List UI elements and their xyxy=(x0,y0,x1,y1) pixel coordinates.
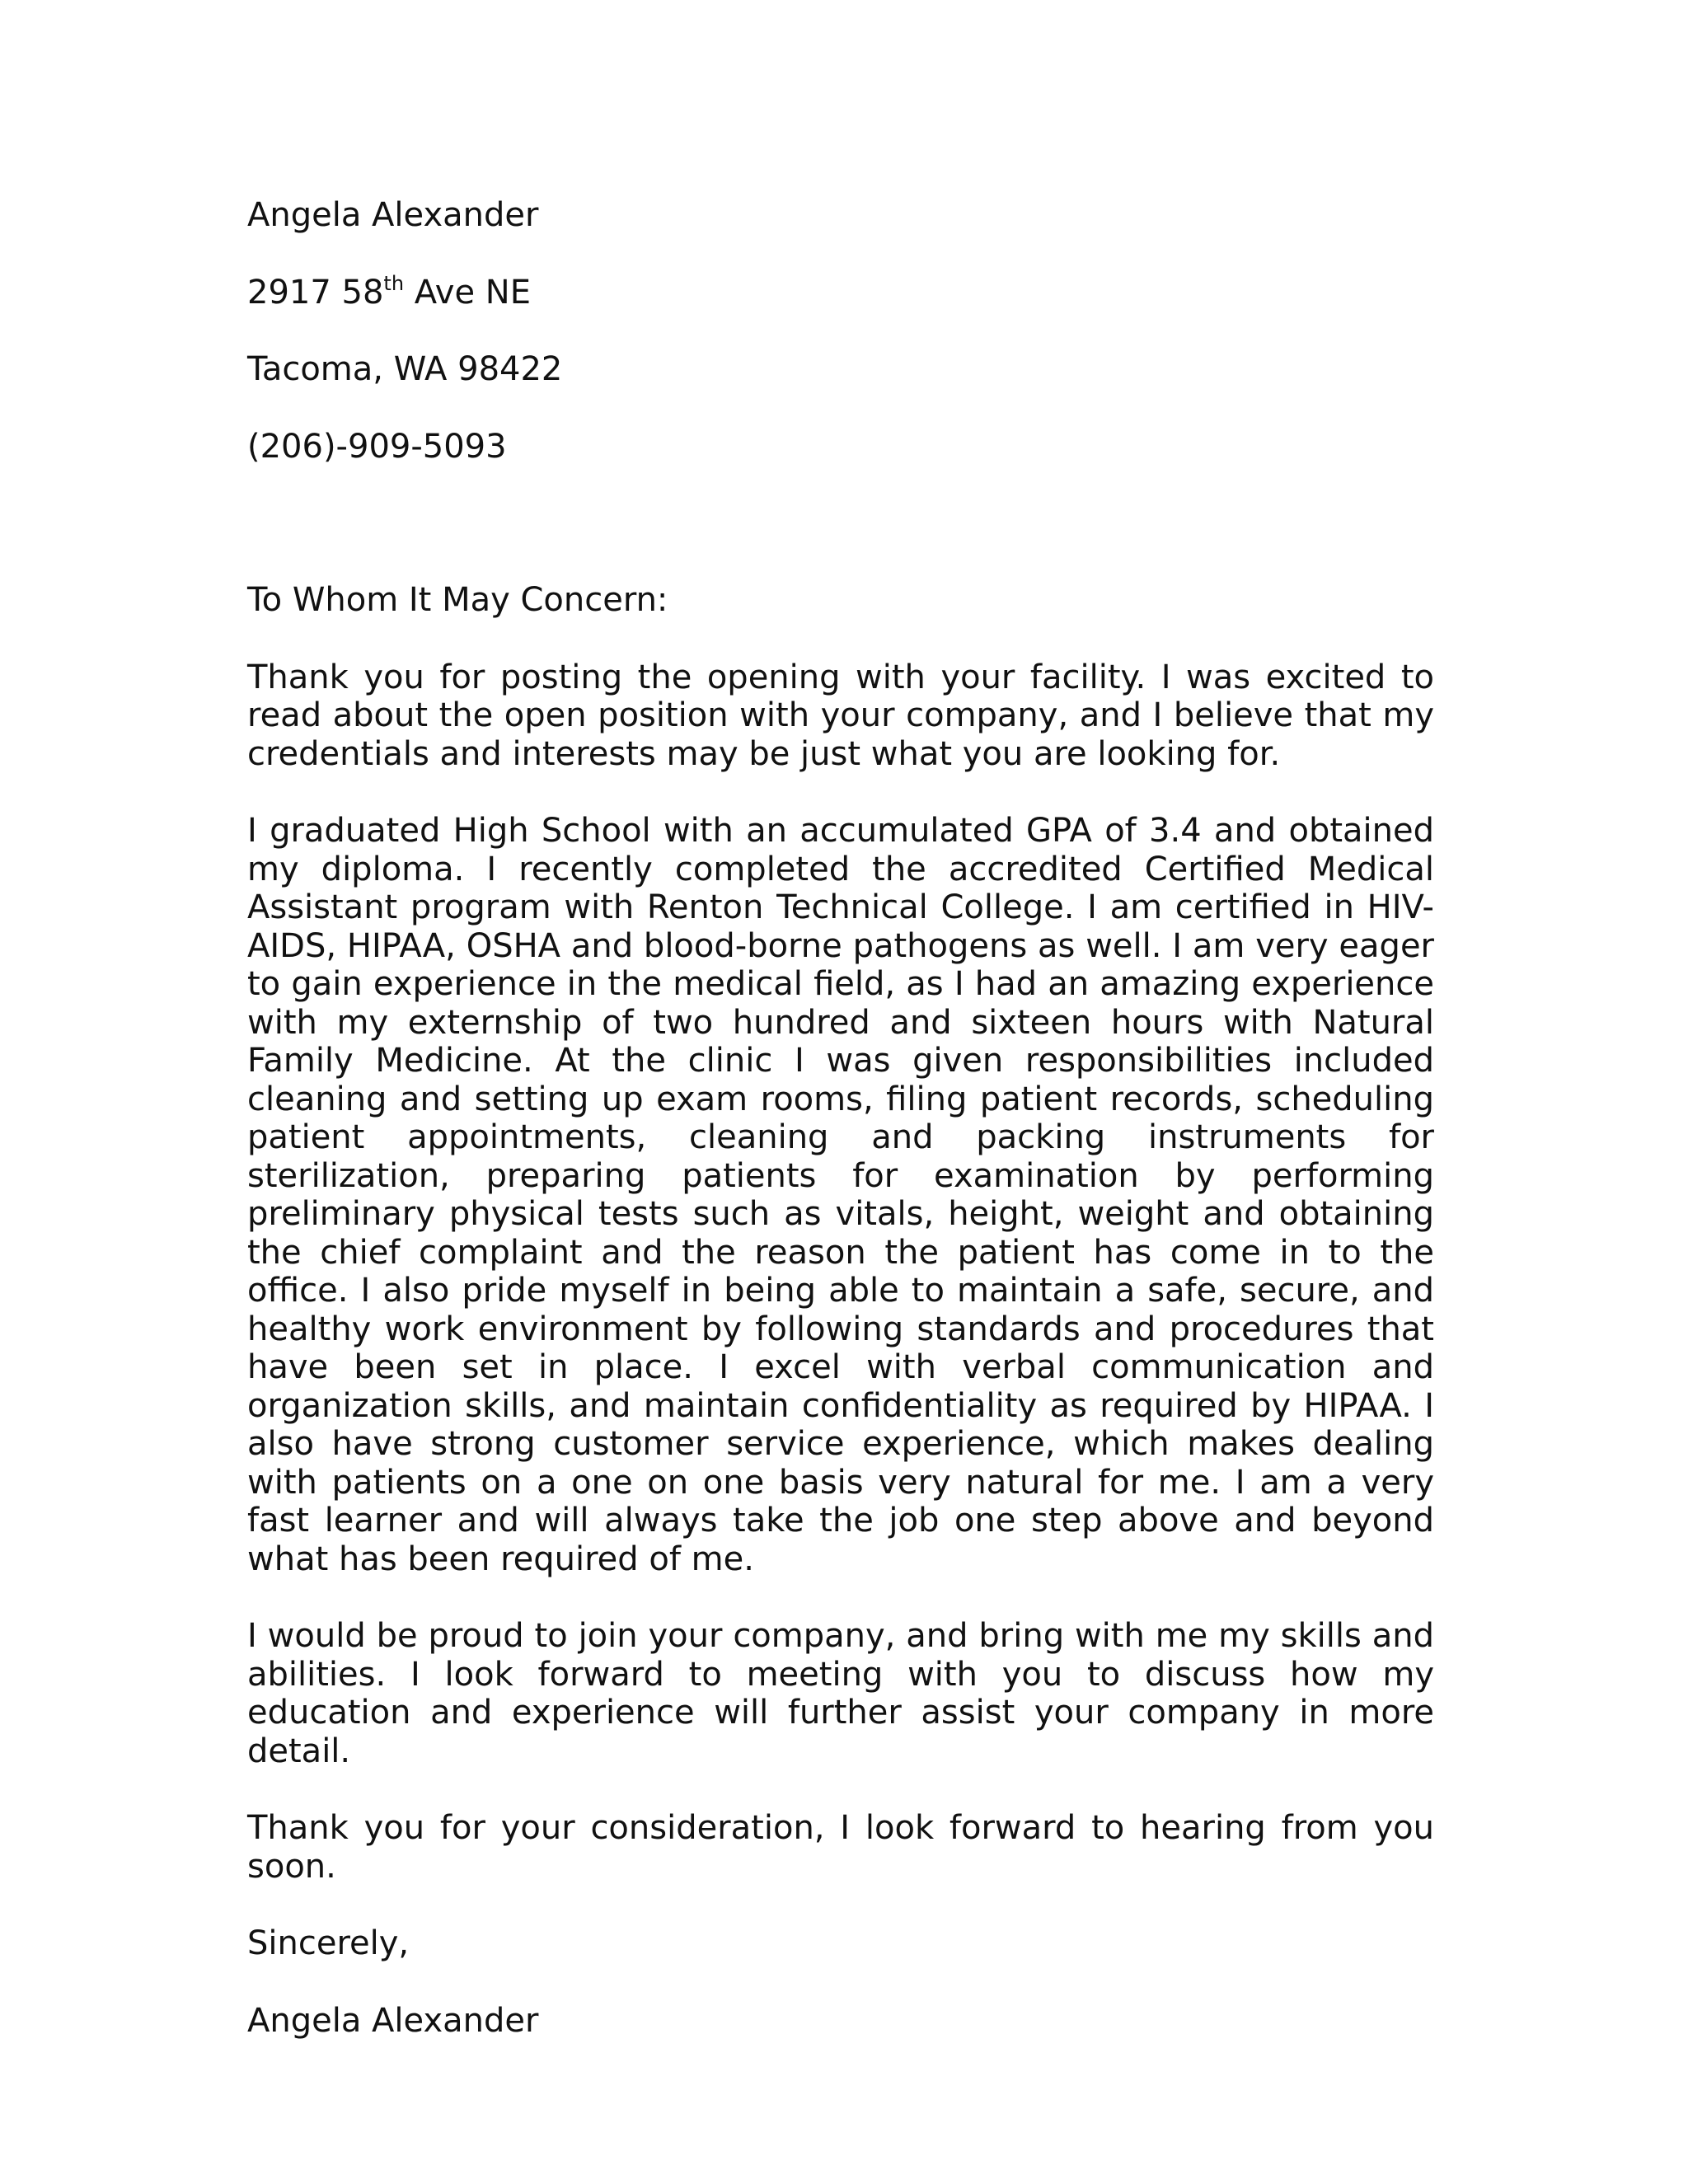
paragraph-qualifications: I graduated High School with an accumulated GPA of 3.4 and obtained my diploma. I recently completed the accredited Certified Medical Assistant program with Renton Technical College. I am certified in HIV-AIDS, HIPAA, OSHA and blood-borne pathogens as well. I am very eager to gain experience in the medical field, as I had an amazing experience with my externship of two hundred and sixteen hours with Natural Family Medicine. At the clinic I was given responsibilities included cleaning and setting up exam rooms, filing patient records, scheduling patient appointments, cleaning and packing instruments for sterilization, preparing patients for examination by performing preliminary physical tests such as vitals, height, weight and obtaining the chief complaint and the reason the patient has come in to the office. I also pride myself in being able to maintain a safe, secure, and healthy work environment by following standards and procedures that have been set in place. I excel with verbal communication and organization skills, and maintain confidentiality as required by HIPAA. I also have strong customer service experience, which makes dealing with patients on a one on one basis very natural for me. I am a very fast learner and will always take the job one step above and beyond what has been required of me. xyxy=(247,812,1434,1578)
paragraph-interest: I would be proud to join your company, and bring with me my skills and abilities. I look forward to meeting with you to discuss how my education and experience will further assist your company in more detail. xyxy=(247,1617,1434,1770)
sender-phone: (206)-909-5093 xyxy=(247,427,507,466)
paragraph-intro: Thank you for posting the opening with your facility. I was excited to read about the open position with your company, and I believe that my credentials and interests may be just what you are looking for. xyxy=(247,658,1434,773)
sender-city-line: Tacoma, WA 98422 xyxy=(247,350,563,388)
signature-name: Angela Alexander xyxy=(247,2001,539,2040)
street-ordinal-suffix: th xyxy=(383,271,405,295)
sender-street xyxy=(247,271,1434,312)
salutation: To Whom It May Concern: xyxy=(247,581,668,619)
cover-letter xyxy=(247,196,1434,2040)
street-number: 2917 58 xyxy=(247,273,384,312)
closing: Sincerely, xyxy=(247,1924,410,1962)
paragraph-thanks: Thank you for your consideration, I look forward to hearing from you soon. xyxy=(247,1809,1434,1886)
street-name: Ave NE xyxy=(404,273,531,312)
sender-name: Angela Alexander xyxy=(247,196,539,234)
